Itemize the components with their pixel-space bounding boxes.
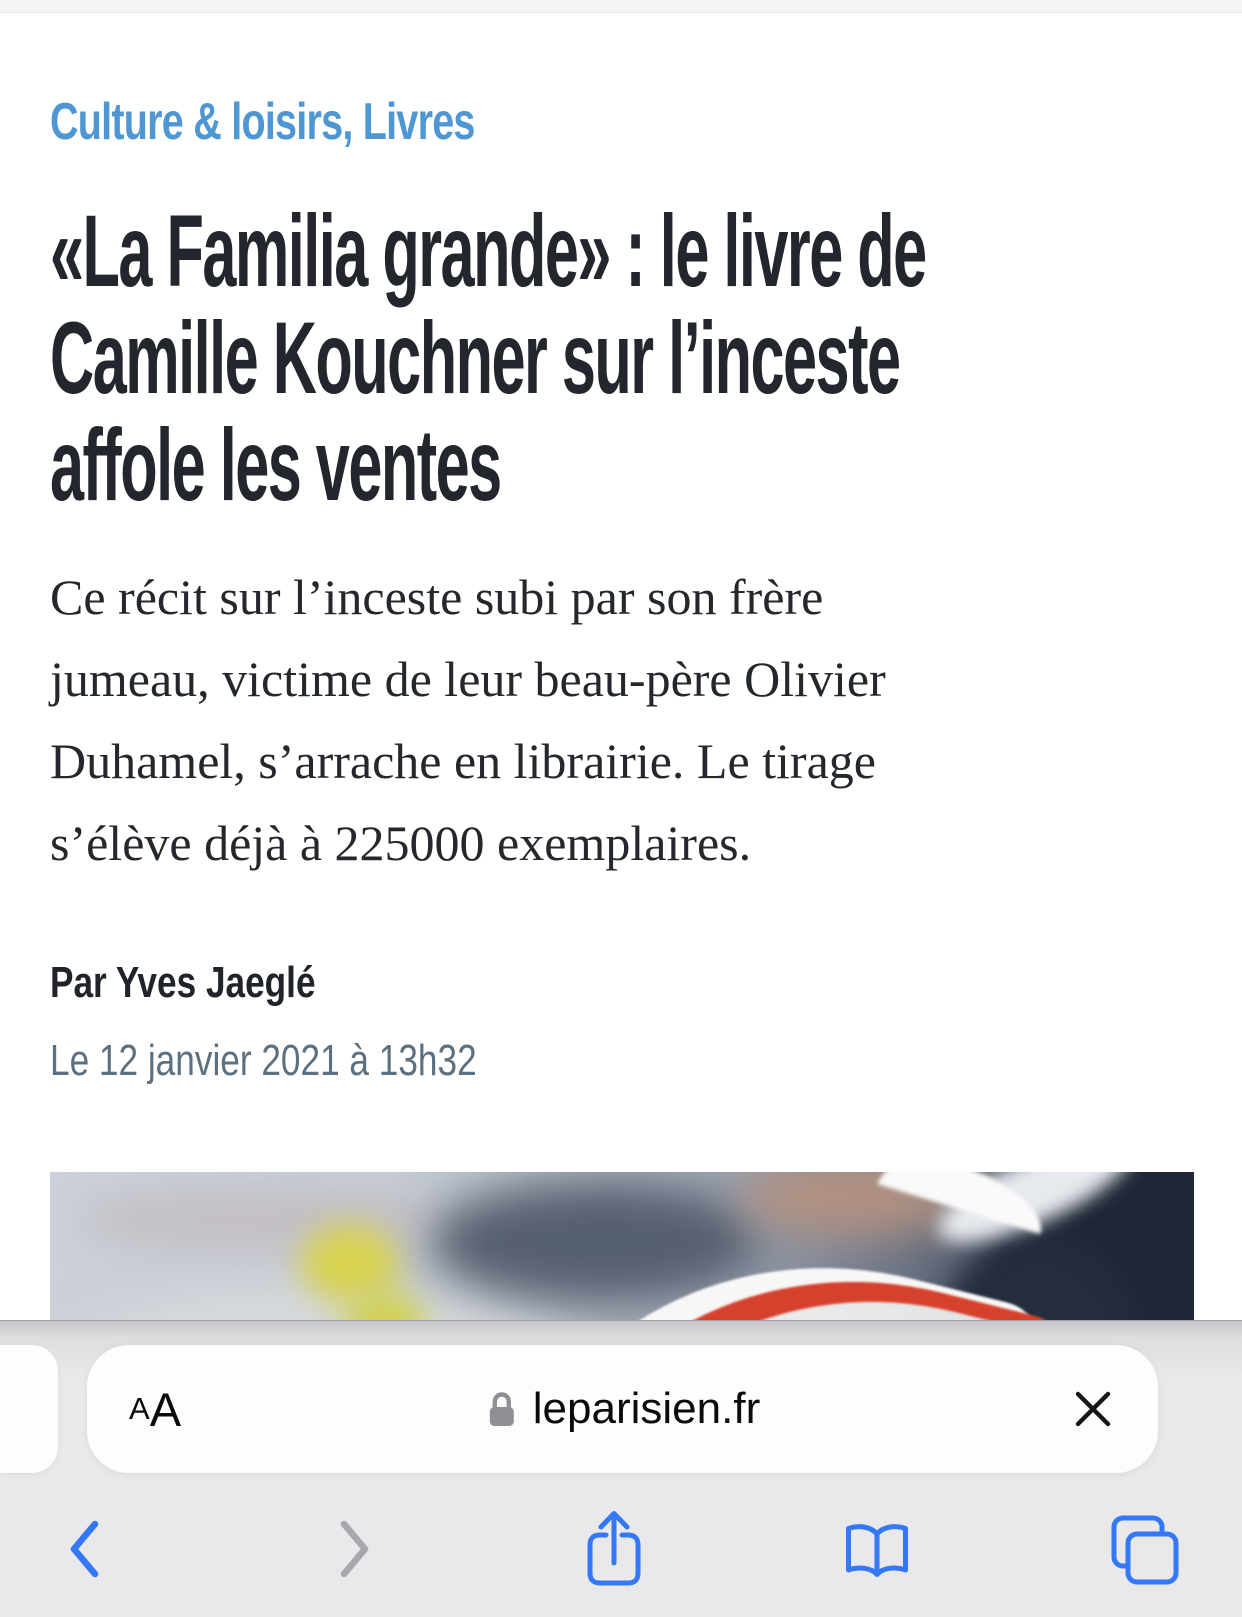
open-book-icon	[839, 1521, 915, 1585]
status-bar-strip	[0, 0, 1242, 13]
headline-line-3: affole les ventes	[50, 408, 501, 522]
share-button[interactable]	[580, 1505, 648, 1598]
address-bar-domain[interactable]	[485, 1345, 760, 1473]
article-category-link[interactable]	[50, 92, 609, 154]
standfirst-line-3: Duhamel, s’arrache en librairie. Le tirage	[50, 733, 876, 789]
share-icon	[580, 1505, 648, 1593]
address-bar[interactable]	[87, 1345, 1158, 1473]
article-standfirst	[50, 556, 886, 884]
chevron-left-icon	[66, 1519, 102, 1579]
article-headline	[50, 194, 1242, 522]
article-category-label: Culture & loisirs, Livres	[50, 93, 475, 151]
url-text: leparisien.fr	[532, 1384, 761, 1433]
headline-line-1: «La Familia grande» : le livre de	[50, 194, 926, 308]
article-byline: Par Yves Jaeglé	[50, 958, 316, 1007]
back-button[interactable]	[66, 1519, 102, 1584]
standfirst-line-4: s’élève déjà à 225000 exemplaires.	[50, 815, 752, 871]
close-icon[interactable]	[1072, 1388, 1114, 1430]
headline-line-2: Camille Kouchner sur l’inceste	[50, 301, 900, 415]
safari-bottom-chrome	[0, 1320, 1242, 1617]
reader-text-size-button[interactable]: A A	[129, 1382, 182, 1436]
photo-dark-figure	[430, 1182, 760, 1302]
standfirst-line-2: jumeau, victime de leur beau-père Olivier	[50, 651, 886, 707]
standfirst-line-1: Ce récit sur l’inceste subi par son frère	[50, 569, 824, 625]
forward-button[interactable]	[337, 1519, 373, 1584]
lock-icon	[485, 1389, 518, 1429]
tabs-icon	[1105, 1513, 1183, 1587]
previous-tab-peek[interactable]	[0, 1345, 58, 1473]
tabs-button[interactable]	[1105, 1513, 1183, 1592]
chevron-right-icon	[337, 1519, 373, 1579]
article-dateline: Le 12 janvier 2021 à 13h32	[50, 1036, 477, 1085]
reading-list-button[interactable]	[839, 1521, 915, 1590]
